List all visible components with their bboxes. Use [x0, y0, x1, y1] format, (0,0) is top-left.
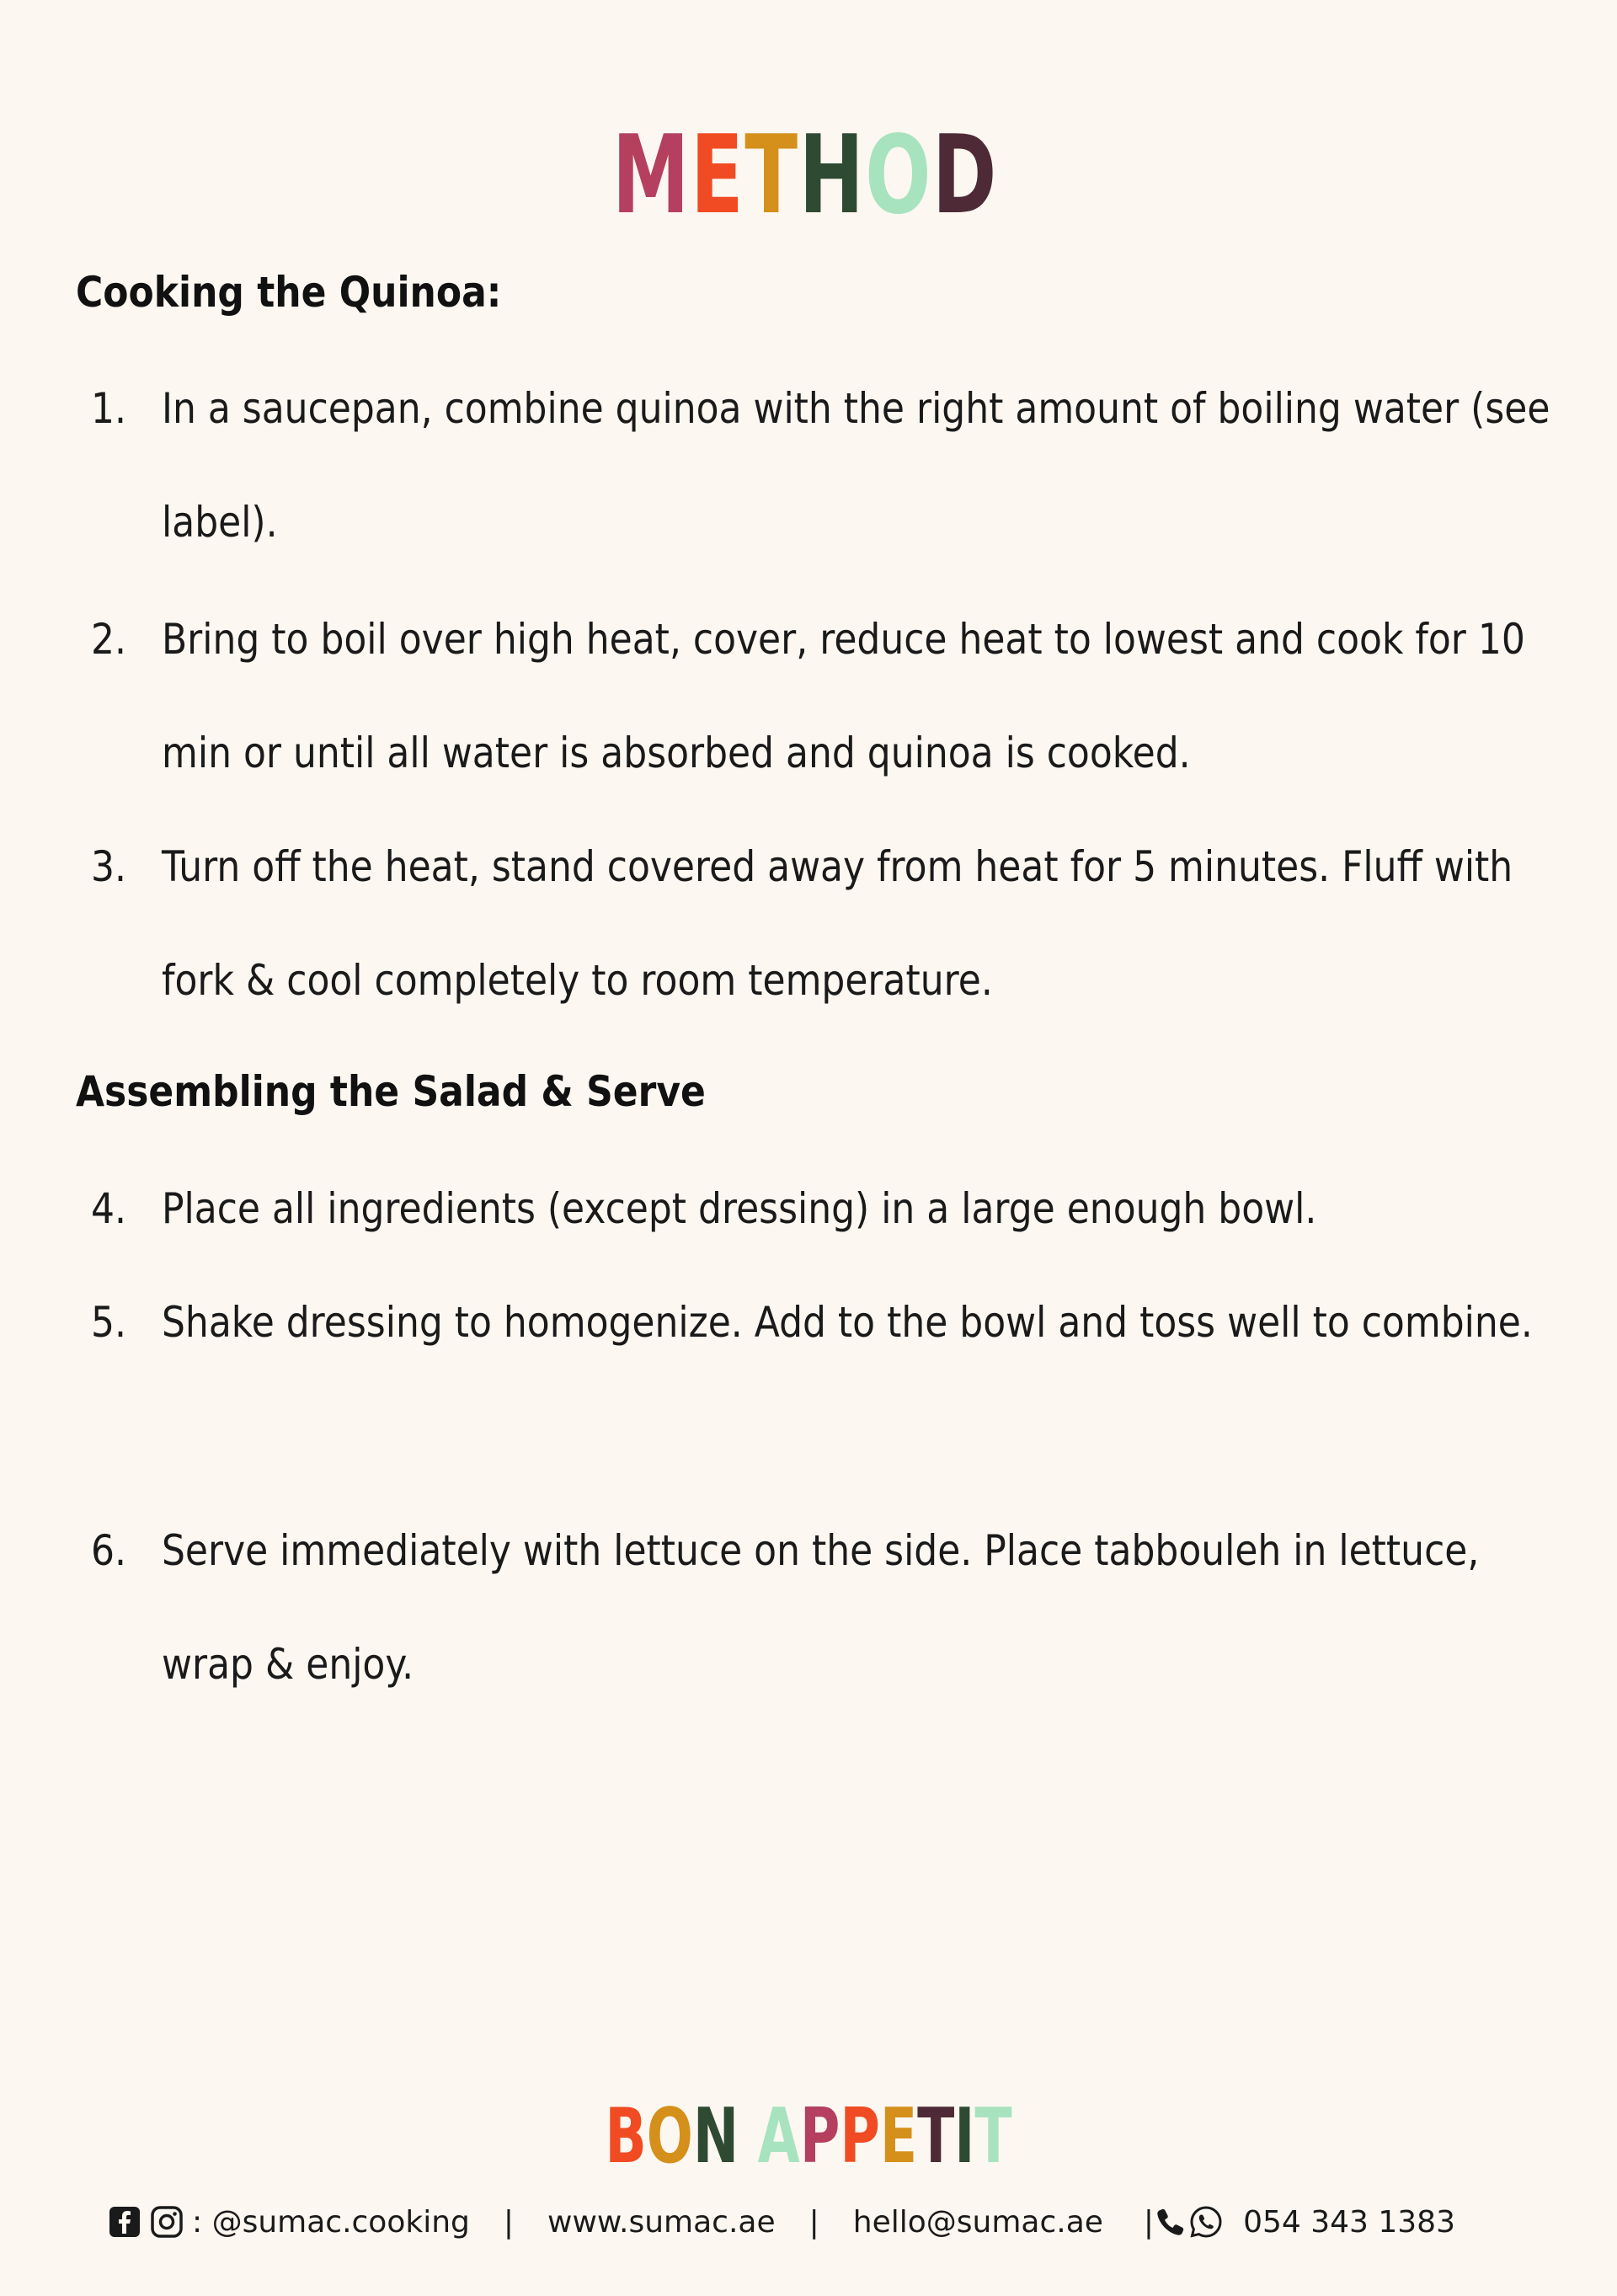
facebook-icon[interactable]: [108, 2205, 141, 2239]
step-text: Serve immediately with lettuce on the side. Place tabbouleh in lettuce, wrap & enjoy.: [162, 1526, 1480, 1689]
title-letter: M: [611, 113, 691, 238]
sign-off-letter: N: [692, 2092, 739, 2181]
phone-icon: [1154, 2205, 1187, 2239]
section-heading-assembling: Assembling the Salad & Serve: [76, 1067, 706, 1116]
step-number: 1.: [91, 384, 126, 433]
step-text: Bring to boil over high heat, cover, reduce heat to lowest and cook for 10 min or until all water is absorbed and quinoa is cooked.: [162, 615, 1525, 777]
step-text: In a saucepan, combine quinoa with the right amount of boiling water (see label).: [162, 384, 1550, 547]
sign-off-letter: I: [954, 2092, 975, 2181]
divider: |: [503, 2204, 515, 2240]
step-number: 3.: [91, 842, 126, 891]
step-number: 6.: [91, 1526, 126, 1575]
divider: |: [808, 2204, 819, 2240]
title-letter: E: [690, 113, 745, 238]
sign-off-letter: T: [974, 2092, 1012, 2181]
footer-contact-bar: [108, 2198, 1455, 2245]
sign-off-letter: A: [757, 2092, 800, 2181]
sign-off-letter: T: [917, 2092, 955, 2181]
sign-off-letter: B: [605, 2092, 647, 2181]
divider: |: [1143, 2204, 1155, 2240]
instagram-icon[interactable]: [150, 2205, 184, 2239]
title-letter: T: [744, 113, 799, 238]
email-link[interactable]: hello@sumac.ae: [852, 2204, 1103, 2240]
website-link[interactable]: www.sumac.ae: [547, 2204, 776, 2240]
step-number: 4.: [91, 1184, 126, 1233]
step-number: 2.: [91, 615, 126, 664]
sign-off-letter: E: [879, 2092, 918, 2181]
page-title: [223, 113, 1387, 238]
step-number: 5.: [91, 1298, 126, 1347]
section-heading-cooking: Cooking the Quinoa:: [76, 268, 502, 317]
title-letter: H: [798, 113, 866, 238]
step-text: Place all ingredients (except dressing) in a large enough bowl.: [162, 1184, 1317, 1233]
step-text: Turn off the heat, stand covered away from heat for 5 minutes. Fluff with fork & cool completely to room temperature.: [162, 842, 1513, 1005]
sign-off-letter: O: [646, 2092, 693, 2181]
sign-off-letter: P: [799, 2092, 841, 2181]
whatsapp-icon: [1189, 2205, 1223, 2239]
phone-number[interactable]: 054 343 1383: [1243, 2204, 1455, 2240]
title-letter: D: [931, 113, 998, 238]
sign-off-letter: [739, 2092, 758, 2181]
step-text: Shake dressing to homogenize. Add to the bowl and toss well to combine.: [162, 1298, 1533, 1347]
social-handle[interactable]: : @sumac.cooking: [192, 2204, 470, 2240]
sign-off-title: [227, 2092, 1390, 2181]
title-letter: O: [865, 113, 932, 238]
sign-off-letter: P: [840, 2092, 880, 2181]
